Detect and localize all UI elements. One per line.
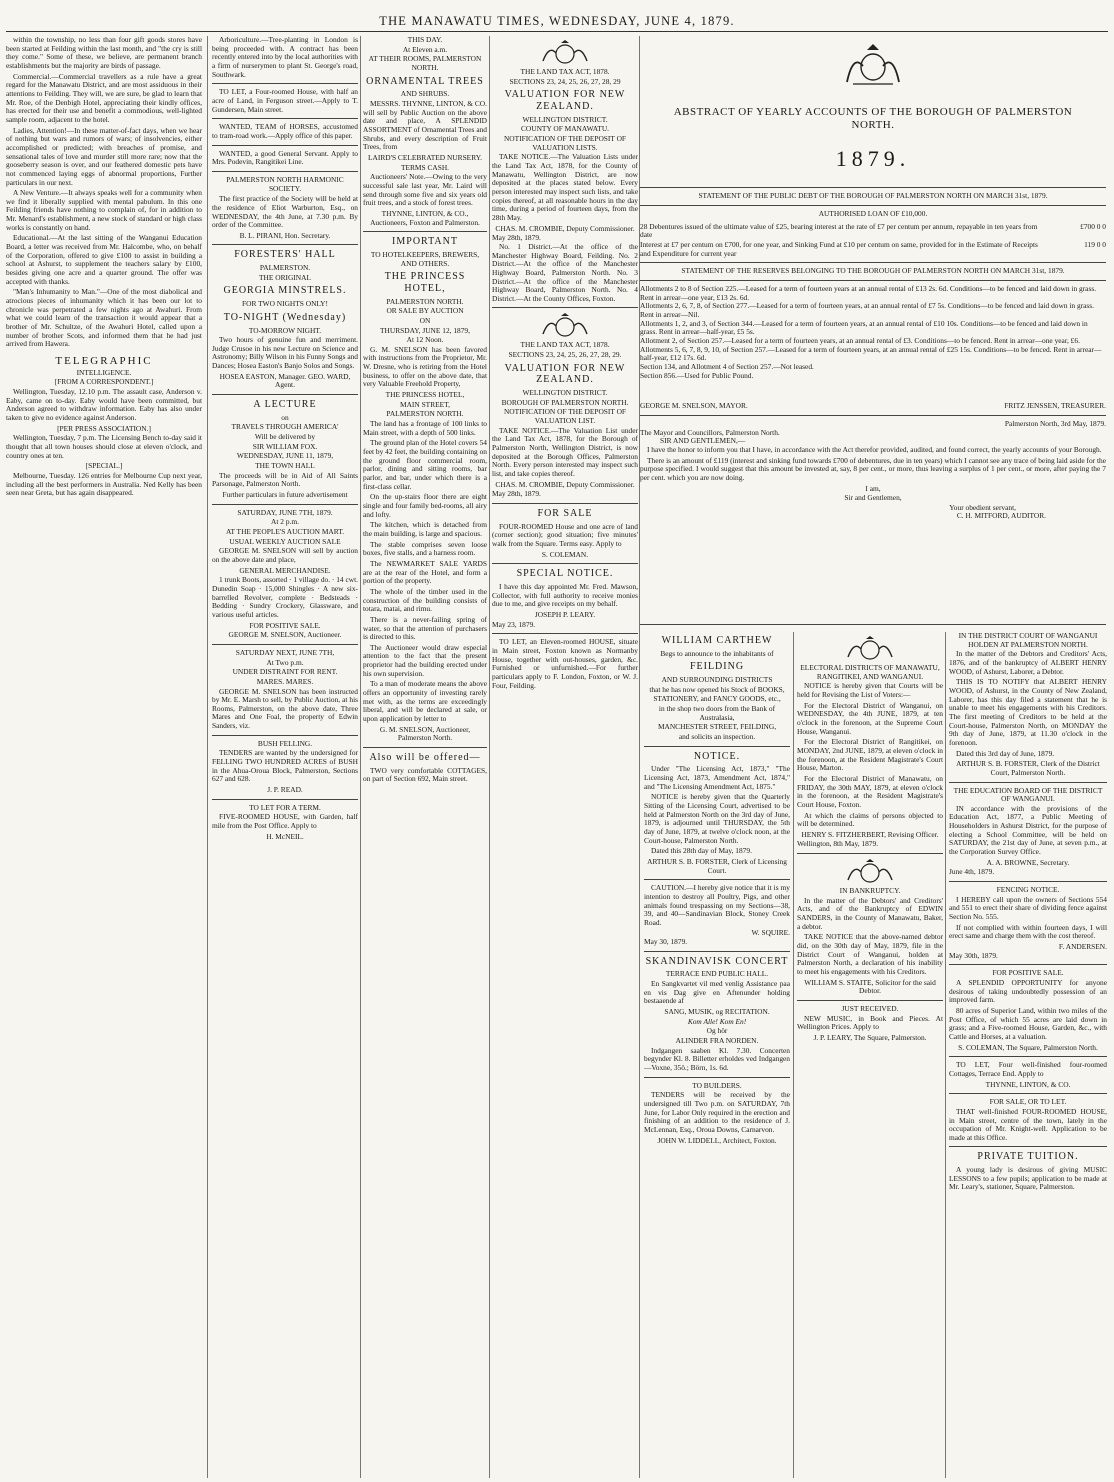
ad-body: Two hours of genuine fun and merriment. Judge Crusoe in his new Lecture on Science and Astronomy; Billy Wilson in his Funny Songs and Dances; Hosea Easton's Banjo Solos and Songs. — [212, 335, 358, 371]
notice-subheading: WELLINGTON DISTRICT. — [522, 114, 608, 124]
ad-rule — [949, 782, 1107, 783]
ad-rule — [212, 799, 358, 800]
ad-body: The whole of the timber used in the construction of the building consists of totara, matai, and rimu. — [363, 586, 487, 614]
ad-text: At 12 Noon. — [406, 335, 444, 345]
ad-rule — [492, 563, 638, 564]
ad-text: TERMS CASH. — [400, 162, 450, 172]
borough-accounts — [640, 36, 1106, 625]
notice-body: Dated this 3rd day of June, 1879. — [956, 748, 1055, 758]
ad-body: The Auctioneer would draw especial attention to the fact that the present proprietor had the building erected under his own supervision. — [363, 642, 487, 678]
news-paragraph: Ladies, Attention!—In these matter-of-fact days, when we hear of nothing but wars and rumors of wars; of insolvencies, either accomplished or predicted; with breaches of promise, and sensational tales of love and murder still more rare; now that the gooseberry season is over, and our feathered domestic pets have not commenced laying eggs of abnormal proportions, Further particulars in our next. — [6, 125, 202, 187]
notice-body: NOTICE is hereby given that Courts will be held for Revising the List of Voters:— — [797, 681, 943, 699]
column-bottom-2 — [797, 632, 943, 1478]
ad-rule — [212, 504, 358, 505]
ad-to-let: TO LET, a Four-roomed House, with half an acre of Land, in Ferguson street.—Apply to T. Gundersen, Main street. — [212, 87, 358, 114]
ad-rule — [640, 187, 1106, 188]
ad-subheading: ALINDER FRA NORDEN. — [675, 1036, 759, 1046]
notice-body: For the Electoral District of Manawatu, on FRIDAY, the 30th MAY, 1879, at eleven o'clock in the forenoon, at the Resident Magistrate's Court House, Foxton. — [797, 773, 943, 809]
debt-line-amount: 119 0 0 — [1084, 240, 1106, 250]
ad-body: TO LET, Four well-finished four-roomed Cottages, Terrace End. Apply to — [949, 1060, 1107, 1078]
ad-rule — [949, 1093, 1107, 1094]
telegram: Melbourne, Tuesday. 126 entries for Melbourne Cup next year, including all the best performers in Australia. Ned Kelly has been seen near Greta, but has again disappeared. — [6, 471, 202, 498]
letter-close: Sir and Gentlemen, — [844, 493, 902, 503]
ad-body: TWO very comfortable COTTAGES, on part of Section 692, Main street. — [363, 765, 487, 784]
ad-signature: S. COLEMAN. — [541, 549, 589, 559]
column-ads-1 — [212, 36, 358, 1478]
ad-subheading: THE PRINCESS HOTEL, — [385, 390, 465, 400]
notice-body: TAKE NOTICE.—The Valuation List under the Land Tax Act, 1878, for the Borough of Palmerston North, Wellington District, is now deposited at the Borough Offices, Palmerston North. Every person interested may inspect such list, and take copies thereof. — [492, 425, 638, 479]
ad-text: that he has now opened his Stock of BOOKS, — [649, 684, 785, 694]
ad-subheading: MANCHESTER STREET, FEILDING, — [657, 722, 777, 732]
letter-salutation: SIR AND GENTLEMEN,— — [660, 436, 746, 446]
ad-text: WEDNESDAY, JUNE 11, 1879, — [236, 451, 334, 461]
notice-signature: A. A. BROWNE, Secretary. — [986, 857, 1070, 867]
notice-signature: HENRY S. FITZHERBERT, Revising Officer. — [801, 829, 939, 839]
ad-heading: SPECIAL NOTICE. — [516, 568, 614, 580]
ad-text: Kom Alle! Kom En! — [687, 1016, 747, 1026]
notice-subheading: BOROUGH OF PALMERSTON NORTH. — [501, 397, 629, 407]
notice-date: Wellington, 8th May, 1879. — [797, 839, 879, 849]
ad-rule — [212, 171, 358, 172]
ad-body: The ground plan of the Hotel covers 54 feet by 42 feet, the building containing on the ground floor commercial room, parlor, dining and sitting rooms, bar parlor, and bar, under which there is a first-class cellar. — [363, 438, 487, 491]
source-tag: [PER PRESS ASSOCIATION.] — [57, 423, 151, 433]
column-bottom-1 — [644, 632, 790, 1478]
column-notices — [492, 36, 638, 1478]
ad-subheading: PALMERSTON NORTH. — [386, 296, 464, 306]
ad-rule — [640, 280, 1106, 281]
signatures — [640, 402, 1106, 411]
ad-heading: WILLIAM CARTHEW — [661, 635, 773, 646]
ad-signature: GEORGE M. SNELSON, Auctioneer. — [228, 630, 342, 640]
auditor-signature: C. H. MITFORD, AUDITOR. — [956, 511, 1046, 521]
ad-rule — [640, 262, 1106, 263]
ad-body: The land has a frontage of 100 links to Main street, with a depth of 500 links. — [363, 419, 487, 437]
ad-subheading: MARES. MARES. — [256, 676, 314, 686]
ad-subheading: STATIONERY, and FANCY GOODS, etc., — [653, 694, 781, 704]
ad-body: 1 trunk Boots, assorted · 1 village do. · 14 cwt. Dunedin Soap · 15,000 Shingles · A new six-barrelled Revolver, complete · Bedsteads · Bedding · Sundry Crockery, Glassware, and various useful articles. — [212, 575, 358, 619]
ad-text: on — [281, 412, 289, 422]
ad-rule — [492, 307, 638, 308]
ad-signature: THYNNE, LINTON, & CO., Auctioneers, Foxton and Palmerston. — [370, 208, 480, 227]
ad-subheading: PALMERSTON NORTH. — [386, 409, 464, 419]
notice-heading: THE LAND TAX ACT, 1878. — [520, 340, 610, 350]
ad-heading: GEORGIA MINSTRELS. — [223, 285, 347, 297]
notice-body: TAKE NOTICE that the above-named debtor did, on the 30th day of May, 1879, file in the District Court of Wanganui, holden at Palmerston North, a declaration of his inability to meet his engagements with his Creditors. — [797, 932, 943, 977]
column-divider — [793, 632, 794, 1478]
notice-body: I HEREBY call upon the owners of Sections 554 and 551 to erect their share of dividing fence against Section No. 555. — [949, 894, 1107, 922]
ad-heading: TO-NIGHT (Wednesday) — [223, 311, 347, 323]
notice-body: If not complied with within fourteen days, I will erect same and charge them with the cost thereof. — [949, 922, 1107, 941]
notice-signature: ARTHUR S. B. FORSTER, Clerk of the District Court, Palmerston North. — [956, 759, 1100, 777]
column-divider — [360, 36, 361, 1478]
notice-body: No. 1 District.—At the office of the Manchester Highway Board, Feilding. No. 2 District.—At the office of the Manchester Highway Board, Palmerston North. No. 3 District.—At the office of the Manchester Highway Board, Palmerston North. No. 4 District.—At the County Offices, Foxton. — [492, 241, 638, 303]
notice-heading: THE EDUCATION BOARD OF THE DISTRICT OF WANGANUI. — [953, 785, 1103, 804]
ad-body: En Sangkvartet vil med venlig Assistance paa en vis Dag give en Aftenunder holding bestaaende af — [644, 979, 790, 1006]
ad-signature: JOHN W. LIDDELL, Architect, Foxton. — [657, 1135, 777, 1145]
ad-body: NEW MUSIC, in Book and Pieces. At Wellington Prices. Apply to — [797, 1013, 943, 1032]
ad-signature: J. P. READ. — [267, 785, 303, 795]
debt-line — [640, 241, 1106, 258]
ad-text: ON — [419, 315, 431, 325]
ad-subheading: THURSDAY, JUNE 12, 1879, — [380, 325, 470, 335]
debt-line-amount: £700 0 0 — [1080, 221, 1106, 231]
ad-text: and solicits an inspection. — [678, 731, 756, 741]
column-divider — [489, 36, 490, 1478]
notice-subheading: SECTIONS 23, 24, 25, 26, 27, 28, 29. — [508, 350, 622, 360]
debt-line-text: 28 Debentures issued of the ultimate value of £25, bearing interest at the rate of £7 per centum per annum, repayable in ten years from date — [640, 221, 1038, 240]
debt-line — [640, 223, 1106, 240]
letter-close: I am, — [865, 483, 881, 493]
ad-subheading: GENERAL MERCHANDISE. — [239, 565, 331, 575]
letter-dateline: Palmerston North, 3rd May, 1879. — [1004, 418, 1106, 428]
notice-date: May 28th, 1879. — [492, 233, 541, 243]
telegram: Wellington, Tuesday, 7 p.m. The Licensing Bench to-day said it thought that all town houses should close at eleven o'clock, and country ones at ten. — [6, 433, 202, 460]
notice-body: TAKE NOTICE.—The Valuation Lists under the Land Tax Act, 1878, for the County of Manawatu, Wellington District, are now deposited at the places stated below. Every person interested may inspect such lists, and take copies thereof, at all reasonable hours in the day time, during a period of fourteen days, from the 28th May. — [492, 152, 638, 222]
ad-rule — [644, 879, 790, 880]
ad-subheading: THE TOWN HALL — [255, 461, 315, 471]
ad-subheading: BUSH FELLING. — [257, 738, 313, 748]
reserve-line: Allotments 5, 6, 7, 8, 9, 10, of Section 257.—Leased for a term of fourteen years, at an annual rental of £25 15s. Conditions—to be fenced. Rent in arrear—half-year, £12 17s. 6d. — [640, 344, 1102, 363]
ad-body: The stable comprises seven loose boxes, five stalls, and a harness room. — [363, 539, 487, 558]
ad-text: At 2 p.m. — [271, 517, 299, 527]
ad-body: MESSRS. THYNNE, LINTON, & CO. will sell by Public Auction on the above date and place, A SPLENDID ASSORTMENT of Ornamental Trees and Shrubs, and every description of Fruit Trees, from — [363, 98, 487, 152]
letter-body: I have the honor to inform you that I have, in accordance with the Act therefor provided, audited, and found correct, the yearly accounts of your Borough. — [647, 444, 1102, 454]
ad-rule — [949, 881, 1107, 882]
ad-rule — [797, 853, 943, 854]
ad-subheading: SATURDAY, JUNE 7TH, 1879. — [237, 507, 333, 517]
reserve-line: Section 134, and Allotment 4 of Section 257.—Not leased. — [640, 361, 814, 371]
news-paragraph: Arboriculture.—Tree-planting in London is being proceeded with. A contract has been recently entered into by the local authorities with a firm of nurserymen to plant St. George's road, Southwark. — [212, 36, 358, 79]
ad-text: Further particulars in future advertisement — [222, 490, 348, 500]
ad-signature: THYNNE, LINTON, & CO. — [985, 1079, 1071, 1089]
ad-subheading: THIS DAY. — [407, 36, 443, 44]
notice-signature: ARTHUR S. B. FORSTER, Clerk of Licensing Court. — [647, 856, 787, 875]
ad-rule — [492, 503, 638, 504]
ad-subheading: FOR POSITIVE SALE. — [992, 968, 1064, 978]
ad-rule — [492, 633, 638, 634]
news-paragraph: "Man's Inhumanity to Man."—One of the most diabolical and atrocious pieces of inhumanity which it has been our lot to chronicle was perpetrated a few nights ago at Awahuri. From what we could learn of the transaction it would appear that a brother of Mr. Schultze, of the Awahuri Hotel, called upon a number of brother Scots, and informed them that he had just arrived from Hawera. — [6, 287, 202, 349]
ad-text: At Two p.m. — [266, 657, 304, 667]
notice-body: NOTICE is hereby given that the Quarterly Sitting of the Licensing Court, advertised to be held at Palmerston North on the 3rd day of June, 1879, is adjourned until THURSDAY, the 5th day of June, 1879, at twelve o'clock noon, at the Court-house, Palmerston North. — [644, 792, 790, 845]
notice-body: Dated this 28th day of May, 1879. — [651, 846, 752, 856]
notice-signature: CHAS. M. CROMBIE, Deputy Commissioner. — [495, 223, 635, 233]
ad-subheading: UNDER DISTRAINT FOR RENT. — [232, 667, 338, 677]
reserves-heading: STATEMENT OF THE RESERVES BELONGING TO THE BOROUGH OF PALMERSTON NORTH ON MARCH 31st, 1879. — [681, 266, 1065, 276]
ad-subheading: SANG, MUSIK, og RECITATION. — [664, 1007, 770, 1017]
notice-body: At which the claims of persons objected to will be determined. — [797, 810, 943, 829]
column-divider — [207, 36, 208, 1478]
ad-subheading: FOR SALE, OR TO LET. — [989, 1097, 1067, 1107]
letter-address: The Mayor and Councillors, Palmerston North. — [640, 427, 780, 437]
ad-subheading: FENCING NOTICE. — [996, 885, 1060, 895]
ad-heading: PALMERSTON NORTH HARMONIC SOCIETY. — [226, 174, 344, 193]
ad-rule — [212, 145, 358, 146]
ad-signature: J. P. LEARY, The Square, Palmerston. — [813, 1032, 927, 1042]
letter-close: Your obedient servant, — [949, 502, 1016, 512]
ad-rule — [363, 231, 487, 232]
ad-body: G. M. SNELSON has been favored with instructions from the Proprietor, Mr. W. Dresne, who is retiring from the Hotel business, to offer on the above date, that very Valuable Freehold Property, — [363, 344, 487, 389]
notice-heading: THE LAND TAX ACT, 1878. — [520, 67, 610, 76]
ad-wanted-horses: WANTED, TEAM of HORSES, accustomed to tram-road work.—Apply office of this paper. — [212, 122, 358, 140]
column-ads-2 — [363, 36, 487, 1478]
ad-heading: IMPORTANT — [392, 236, 458, 248]
ad-rule — [212, 394, 358, 395]
notice-date: May 28th, 1879. — [492, 489, 541, 499]
ad-body: FOUR-ROOMED House and one acre of land (corner section); good situation; five minutes' walk from the Square. Terms easy. Apply to — [492, 521, 638, 549]
telegraphic-subheading: INTELLIGENCE. — [76, 367, 132, 377]
notice-subheading: SECTIONS 23, 24, 25, 26, 27, 28, 29 — [509, 76, 621, 86]
ad-body: A young lady is desirous of giving MUSIC LESSONS to a few pupils; application to be made at Mr. Leary's, stationer, Square, Palmerston. — [949, 1165, 1107, 1192]
source-tag: [SPECIAL.] — [85, 461, 123, 471]
notice-body: In the matter of the Debtors' and Creditors' Acts, and of the Bankruptcy of EDWIN SANDERS, in the County of Manawatu, Baker, a debtor. — [797, 895, 943, 931]
ad-rule — [212, 644, 358, 645]
ad-wanted-servant: WANTED, a good General Servant. Apply to Mrs. Podevin, Rangitikei Line. — [212, 148, 358, 167]
column-news — [6, 36, 202, 1478]
notice-signature: WILLIAM S. STAITE, Solicitor for the said Debtor. — [804, 977, 936, 996]
ad-body: To a man of moderate means the above offers an opportunity of investing rarely met with, as the terms are exceedingly liberal, and will be declared at sale, or upon application by letter to — [363, 679, 487, 724]
reserve-line: Allotments 2, 6, 7, 8, of Section 277.—Leased for a term of fourteen years, at an annual rental of £7 5s. Conditions—to be fenced and laid down in grass. Rent in arrear—Nil. — [640, 301, 1095, 320]
column-bottom-3 — [949, 632, 1107, 1478]
ad-heading: A LECTURE — [253, 399, 317, 411]
ad-subheading: TO LET FOR A TERM. — [249, 802, 321, 812]
ad-body: Indgangen saaben Kl. 7.30. Concerten begynder Kl. 8. Billetter erholdes ved Indgangen—Voxne, 35ö.; Börn, 1s. 6d. — [644, 1045, 790, 1073]
ad-body: A SPLENDID OPPORTUNITY for anyone desirous of taking undoubtedly possession of an improved farm. — [949, 977, 1107, 1005]
notice-heading: ELECTORAL DISTRICTS OF MANAWATU, RANGITIKEI, AND WANGANUI. — [800, 663, 940, 681]
mayor-signature: GEORGE M. SNELSON, MAYOR. — [640, 401, 748, 411]
ad-heading: Also will be offered— — [369, 752, 481, 764]
ad-subheading: FOR TWO NIGHTS ONLY! — [242, 299, 328, 309]
accounts-title: ABSTRACT OF YEARLY ACCOUNTS OF THE BOROUGH OF PALMERSTON — [673, 106, 1073, 118]
ad-subheading: FOR POSITIVE SALE. — [249, 620, 321, 630]
notice-date: May 23, 1879. — [492, 619, 536, 629]
news-paragraph: A New Venture.—It always speaks well for a community when we find it liberally supplied with mental pabulum. In this one Feilding friends have nothing to complain of, for in addition to Mr. Menard's establishment, a new stock of standard or high class works is constantly on hand. — [6, 188, 202, 232]
ad-body: TO LET, an Eleven-roomed HOUSE, situate in Main street, Foxton known as Normanby House, together with out-houses, garden, &c. Furnished or unfurnished.—For further particulars apply to F. London, Foxton, or W. J. Four, Feilding. — [492, 637, 638, 690]
ad-rule — [644, 1077, 790, 1078]
ad-body: 80 acres of Superior Land, within two miles of the Post Office, of which 55 acres are laid down in grass; and a Five-roomed House, Garden, &c., with Cattle and Horses, at a valuation. — [949, 1005, 1107, 1041]
ad-text: Og hör — [706, 1026, 728, 1036]
ad-body: The NEWMARKET SALE YARDS are at the rear of the Hotel, and form a portion of the property. — [363, 558, 487, 586]
notice-heading: VALUATION FOR NEW ZEALAND. — [504, 89, 626, 112]
ad-subheading: SATURDAY NEXT, JUNE 7TH, — [235, 647, 335, 657]
notice-heading: IN THE DISTRICT COURT OF WANGANUI HOLDEN AT PALMERSTON NORTH. — [958, 632, 1098, 649]
ad-signature: B. L. PIRANI, Hon. Secretary. — [239, 230, 331, 240]
masthead: THE MANAWATU TIMES, WEDNESDAY, JUNE 4, 1879. — [379, 14, 735, 28]
ad-rule — [644, 746, 790, 747]
ad-heading: NOTICE. — [693, 750, 741, 762]
ad-subheading: OR SALE BY AUCTION — [386, 306, 464, 316]
ad-body: FIVE-ROOMED HOUSE, with Garden, half mile from the Post Office. Apply to — [212, 812, 358, 831]
news-paragraph: Educational.—At the last sitting of the Wanganui Education Board, a letter was received from Mr. Halcombe, who, on behalf of the Corporation, offered to give £100 to assist in building a school at Ashurst, to supplement the teachers salary by £100, besides giving one acre and a quarter ground. The offer was accepted with thanks. — [6, 233, 202, 286]
telegraphic-heading: TELEGRAPHIC — [55, 354, 153, 367]
ad-rule — [640, 415, 1106, 416]
ad-body: The kitchen, which is detached from the main building, is large and spacious. — [363, 520, 487, 538]
notice-signature: W. SQUIRE. — [751, 928, 790, 938]
ad-heading: ORNAMENTAL TREES — [366, 75, 484, 87]
ad-heading: FOR SALE — [537, 508, 593, 520]
ad-subheading: PALMERSTON. — [259, 263, 311, 273]
ad-rule — [644, 951, 790, 952]
ad-rule — [212, 118, 358, 119]
royal-crest-icon — [843, 42, 903, 86]
ad-body: On the up-stairs floor there are eight single and four family bed-rooms, all airy and lofty. — [363, 492, 487, 519]
ad-signature: H. McNEIL. — [266, 831, 304, 841]
ad-body: I have this day appointed Mr. Fred. Mawson, Collector, with full authority to receive monies due to me, and give receipts on my behalf. — [492, 582, 638, 609]
notice-body: CAUTION.—I hereby give notice that it is my intention to destroy all Poultry, Pigs, and other animals found trespassing on my Sections—38, 39, and 40—Sandinavian Block, Stoney Creek Road. — [644, 883, 790, 927]
ad-heading: THE PRINCESS HOTEL, — [384, 271, 466, 294]
ad-body: Auctioneers' Note.—Owing to the very successful sale last year, Mr. Laird will send through some five and six years old fruit trees, and a stock of forest trees. — [363, 172, 487, 208]
royal-crest-icon — [537, 39, 593, 65]
notice-body: Under "The Licensing Act, 1873," "The Licensing Act, 1873, Amendment Act, 1874," and "The Licensing Amendment Act, 1875." — [644, 764, 790, 791]
ad-text: MAIN STREET, — [400, 399, 450, 409]
ad-body: TENDERS are wanted by the undersigned for FELLING TWO HUNDRED ACRES of BUSH in the Ahua-Oroua Block, Palmerston, Sections 627 and 628. — [212, 748, 358, 784]
ad-rule — [640, 205, 1106, 206]
debt-heading: STATEMENT OF THE PUBLIC DEBT OF THE BOROUGH OF PALMERSTON NORTH ON MARCH 31st, 1879. — [698, 191, 1048, 201]
notice-subheading: COUNTY OF MANAWATU. — [520, 124, 610, 134]
notice-subheading: WELLINGTON DISTRICT. — [522, 388, 608, 398]
ad-signature: G. M. SNELSON, Auctioneer, Palmerston North. — [379, 724, 471, 743]
notice-heading: VALUATION FOR NEW ZEALAND. — [504, 362, 626, 386]
ad-signature: JOSEPH P. LEARY. — [534, 610, 596, 619]
ad-subheading: JUST RECEIVED. — [841, 1004, 899, 1013]
ad-heading: SKANDINAVISK CONCERT — [645, 955, 789, 967]
ad-body: There is a never-failing spring of water, so that the attention of purchasers is directed to this. — [363, 614, 487, 642]
debt-line-text: Interest at £7 per centum on £700, for one year, and Sinking Fund at £10 per centum on same, provided for in the Estimate of Receipts and Expenditure for current year — [640, 240, 1038, 258]
telegram: Wellington, Tuesday, 12.10 p.m. The assault case, Anderson v. Eaby, came on to-day. Eaby would have been committed, but Anderson agreed to withdraw information. Eaby has also under taken to give no evidence against Anderson. — [6, 387, 202, 423]
ad-subheading: TERRACE END PUBLIC HALL. — [665, 969, 769, 979]
ad-body: THAT well-finished FOUR-ROOMED HOUSE, in Main street, centre of the town, lately in the occupation of Mr. Knight-well. Application to be made at this Office. — [949, 1106, 1107, 1142]
ad-subheading: TO HOTELKEEPERS, BREWERS, AND OTHERS. — [370, 249, 480, 268]
royal-crest-icon — [537, 312, 593, 338]
ad-body: TENDERS will be received by the undersigned till Two p.m. on SATURDAY, 7th June, for Labor Only required in the erection and finishing of an addition to the residence of J. McLennan, Esq., Oroua Downs, Carnarvon. — [644, 1090, 790, 1134]
notice-subheading: NOTIFICATION OF THE DEPOSIT OF VALUATION LISTS. — [503, 134, 627, 152]
ad-rule — [212, 244, 358, 245]
ad-text: Begs to announce to the inhabitants of — [660, 648, 774, 658]
ad-rule — [363, 747, 487, 748]
notice-body: IN accordance with the provisions of the Education Act, 1877, a Public Meeting of Householders in Ashurst District, for the purpose of electing a School Committee, will be held on SATURDAY, the 21st day of June, at seven p.m., at the Corporation Survey Office. — [949, 803, 1107, 857]
ad-subheading: AND SHRUBS. — [400, 89, 450, 99]
ad-text: AT THE PEOPLE'S AUCTION MART. — [225, 527, 345, 536]
ad-signature: HOSEA EASTON, Manager. GEO. WARD, Agent. — [219, 371, 351, 390]
ad-body: GEORGE M. SNELSON has been instructed by Mr. E. Marsh to sell, by Public Auction, at his Rooms, Palmerston, on the above date, Three Mares and One Foal, the property of Edwin Sanders, viz. — [212, 686, 358, 731]
notice-signature: F. ANDERSEN. — [1058, 942, 1107, 951]
ad-text: in the shop two doors from the Bank of Australasia, — [658, 704, 776, 722]
source-tag: [FROM A CORRESPONDENT.] — [54, 377, 154, 387]
ad-heading: PRIVATE TUITION. — [977, 1151, 1079, 1163]
ad-subheading: LAIRD'S CELEBRATED NURSERY. — [368, 152, 482, 162]
notice-body: In the matter of the Debtors and Creditors' Acts, 1876, and of the bankruptcy of ALBERT HENRY WOOD, of Ashurst, Laborer, a Debtor. — [949, 649, 1107, 676]
ad-subheading: AT THEIR ROOMS, PALMERSTON NORTH. — [368, 54, 482, 72]
notice-subheading: NOTIFICATION OF THE DEPOSIT OF VALUATION LIST. — [503, 407, 627, 426]
notice-date: May 30, 1879. — [644, 937, 688, 947]
ad-heading: FORESTERS' HALL — [234, 249, 336, 261]
ad-rule — [212, 735, 358, 736]
notice-body: For the Electoral District of Wanganui, on WEDNESDAY, the 4th JUNE, 1879, at ten o'clock in the forenoon, at the Supreme Court House, Wanganui. — [797, 700, 943, 736]
reserve-line: Allotment 2, of Section 257.—Leased for a term of fourteen years, at an annual rental of £3. Conditions—to be fenced. Rent in arrear—one year, £6. — [640, 335, 1080, 345]
ad-subheading: USUAL WEEKLY AUCTION SALE — [229, 536, 341, 546]
ad-text: At Eleven a.m. — [402, 44, 448, 54]
notice-date: May 30th, 1879. — [949, 950, 998, 960]
ad-subheading: TO-MORROW NIGHT. — [248, 325, 322, 335]
ad-subheading: THE ORIGINAL — [259, 272, 311, 282]
ad-heading: FEILDING — [689, 661, 745, 673]
ad-subheading: TO BUILDERS. — [692, 1080, 742, 1090]
ad-text: Will be delivered by — [254, 432, 316, 442]
accounts-year: 1879. — [835, 145, 911, 171]
news-paragraph: within the township, no less than four gift goods stores have been started at Feilding within the last month, and "the cry is still they come." Some of these, we believe, are permanent branch establishments but the majority are birds of passage. — [6, 36, 202, 70]
reserve-line: Allotments 1, 2, and 3, of Section 344.—Leased for a term of fourteen years, at an annual rental of £10 10s. Conditions—to be fenced and laid down in grass. Rent in arrear—half-year, £5 5s. — [640, 318, 1088, 337]
ad-rule — [797, 1000, 943, 1001]
royal-crest-icon — [842, 858, 898, 884]
letter-body: There is an amount of £119 (interest and sinking fund towards £700 of debentures, due in ten years) which I cannot see any trace of being laid aside for the purpose specified. I would suggest that this amount be invested at, say, 8 per cent., or more, thus leaving a surplus of 1 per cent., or more, after paying the 7 per cent. which you are now doing. — [640, 455, 1106, 482]
reserve-line: Allotments 2 to 8 of Section 225.—Leased for a term of fourteen years at an annual rental of £13 2s. 6d. Conditions—to be fenced and laid down in grass. Rent in arrear—one year, £13 2s. 6d. — [640, 284, 1097, 302]
ad-signature: S. COLEMAN, The Square, Palmerston North. — [958, 1042, 1098, 1052]
ad-subheading: AND SURROUNDING DISTRICTS — [661, 675, 773, 685]
column-divider — [945, 632, 946, 1478]
news-paragraph: Commercial.—Commercial travellers as a rule have a great regard for the Manawatu District, and are most assiduous in their attentions to Feilding. They will, we are sure, be glad to learn that Mr. Roe, of the Denbigh Hotel, appreciating their kindly offices, has erected for their use and benefit a commodious, well-lighted sample room, adjacent to the hotel. — [6, 71, 202, 124]
reserve-line: Section 856.—Used for Public Pound. — [640, 370, 754, 380]
accounts-title-2: NORTH. — [851, 118, 895, 131]
masthead-rule — [6, 31, 1108, 32]
ad-subheading: SIR WILLIAM FOX. — [252, 441, 318, 451]
notice-body: THIS IS TO NOTIFY that ALBERT HENRY WOOD, of Ashurst, in the County of New Zealand, Laborer, has this day filed a statement that he is unable to meet his engagements with his Creditors. The first meeting of Creditors to be held at the Court-house, Palmerston North, on MONDAY the 9th day of June, 1879, at 11.30 o'clock in the forenoon. — [949, 677, 1107, 747]
ad-rule — [949, 1056, 1107, 1057]
ad-rule — [949, 964, 1107, 965]
treasurer-signature: FRITZ JENSSEN, TREASURER. — [1004, 401, 1106, 411]
ad-rule — [949, 1146, 1107, 1147]
notice-date: June 4th, 1879. — [949, 867, 995, 877]
notice-body: For the Electoral District of Rangitikei, on MONDAY, 2nd JUNE, 1879, at eleven o'clock in the forenoon, at the Resident Magistrate's Court House, Marton. — [797, 737, 943, 773]
royal-crest-icon — [842, 635, 898, 661]
ad-subheading: TRAVELS THROUGH AMERICA' — [231, 422, 339, 432]
ad-rule — [212, 83, 358, 84]
notice-signature: CHAS. M. CROMBIE, Deputy Commissioner. — [495, 479, 635, 489]
ad-body: GEORGE M. SNELSON will sell by auction on the above date and place, — [212, 546, 358, 564]
ad-body: The proceeds will be in Aid of All Saints Parsonage, Palmerston North. — [212, 470, 358, 489]
notice-heading: IN BANKRUPTCY. — [839, 886, 901, 896]
authorised-loan: AUTHORISED LOAN OF £10,000. — [818, 209, 928, 219]
ad-body: The first practice of the Society will be held at the residence of Eliot Warburton, Esq., on WEDNESDAY, the 4th June, at 7.30 p.m. By order of the Committee. — [212, 194, 358, 230]
